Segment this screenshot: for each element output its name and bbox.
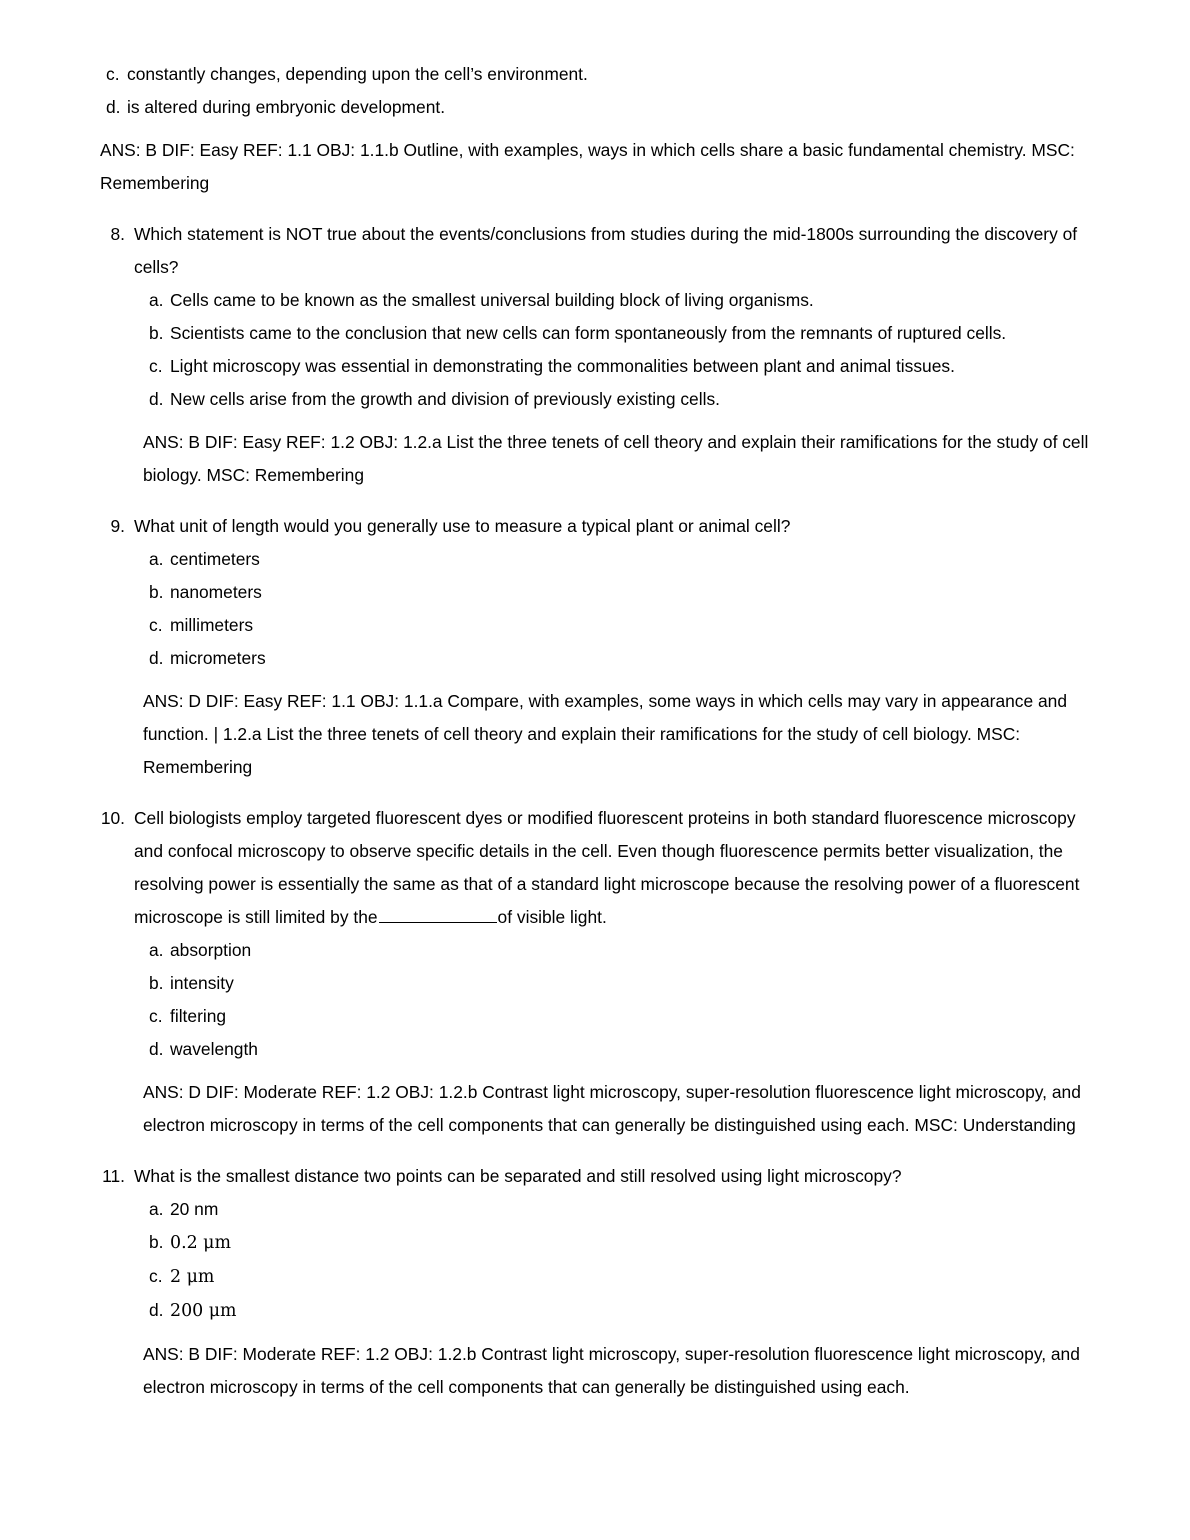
- question-8: [100, 218, 1105, 492]
- choice-text: 0.2 μm: [170, 1233, 231, 1253]
- list-item: [143, 317, 1105, 350]
- continuation-answer: [100, 134, 1105, 200]
- question-number: 9.: [110, 516, 125, 536]
- choice-text: constantly changes, depending upon the cell’s environment.: [127, 64, 588, 84]
- choice-letter: a.: [149, 290, 164, 310]
- question-number: 10.: [100, 808, 125, 828]
- question-stem: [100, 218, 1105, 284]
- continuation-choices: [100, 58, 1105, 124]
- choice-letter: a.: [149, 940, 164, 960]
- choice-text: 200 μm: [170, 1301, 237, 1321]
- choice-letter: b.: [149, 582, 164, 602]
- choice-text: is altered during embryonic development.: [127, 97, 446, 117]
- answer-block: [143, 426, 1105, 492]
- choice-letter: c.: [106, 64, 120, 84]
- list-item: [143, 642, 1105, 675]
- choice-letter: a.: [149, 549, 164, 569]
- choice-letter: c.: [149, 356, 163, 376]
- list-item: [143, 1260, 1105, 1294]
- choice-text: Cells came to be known as the smallest universal building block of living organisms.: [170, 290, 814, 310]
- question-9: [100, 510, 1105, 784]
- answer-text: ANS: D DIF: Moderate REF: 1.2 OBJ: 1.2.b Contrast light microscopy, super-resolution fluorescence light microscopy, and electron microscopy in terms of the cell components that can generally be distinguished using each. MSC: Understanding: [143, 1082, 1081, 1135]
- list-item: [143, 284, 1105, 317]
- choice-text: centimeters: [170, 549, 260, 569]
- choice-text: New cells arise from the growth and division of previously existing cells.: [170, 389, 720, 409]
- list-item: [100, 91, 1105, 124]
- list-item: [100, 58, 1105, 91]
- choice-text: nanometers: [170, 582, 262, 602]
- list-item: [143, 350, 1105, 383]
- choice-text: 2 μm: [170, 1267, 215, 1287]
- choice-letter: c.: [149, 1266, 163, 1286]
- choice-text: micrometers: [170, 648, 266, 668]
- choice-text: absorption: [170, 940, 252, 960]
- question-text: Which statement is NOT true about the events/conclusions from studies during the mid-1800s surrounding the discovery of cells?: [134, 224, 1078, 277]
- question-stem: [100, 802, 1105, 934]
- choice-list: [143, 934, 1105, 1066]
- list-item: [143, 609, 1105, 642]
- answer-text: ANS: D DIF: Easy REF: 1.1 OBJ: 1.1.a Compare, with examples, some ways in which cells may vary in appearance and function. | 1.2.a List the three tenets of cell theory and explain their ramifications for the study of cell biology. MSC: Remembering: [143, 691, 1068, 777]
- choice-letter: b.: [149, 973, 164, 993]
- question-text: What unit of length would you generally use to measure a typical plant or animal cell?: [134, 516, 791, 536]
- question-11: [100, 1160, 1105, 1404]
- list-item: [143, 1226, 1105, 1260]
- question-text-after-blank: of visible light.: [497, 907, 607, 927]
- choice-text: wavelength: [170, 1039, 258, 1059]
- choice-letter: a.: [149, 1199, 164, 1219]
- question-text: [134, 802, 1105, 934]
- choice-letter: d.: [149, 389, 164, 409]
- answer-text: ANS: B DIF: Moderate REF: 1.2 OBJ: 1.2.b Contrast light microscopy, super-resolution fluorescence light microscopy, and electron microscopy in terms of the cell components that can generally be distinguished using each.: [143, 1344, 1080, 1397]
- list-item: [143, 1033, 1105, 1066]
- choice-letter: d.: [149, 648, 164, 668]
- choice-text: filtering: [170, 1006, 227, 1026]
- answer-block: [143, 1338, 1105, 1404]
- list-item: [143, 934, 1105, 967]
- list-item: [143, 576, 1105, 609]
- answer-block: [143, 1076, 1105, 1142]
- choice-text: intensity: [170, 973, 234, 993]
- choice-list: [143, 543, 1105, 675]
- choice-text: Scientists came to the conclusion that new cells can form spontaneously from the remnants of ruptured cells.: [170, 323, 1007, 343]
- answer-text: ANS: B DIF: Easy REF: 1.2 OBJ: 1.2.a List the three tenets of cell theory and explain their ramifications for the study of cell biology. MSC: Remembering: [143, 432, 1089, 485]
- question-number: 11.: [102, 1166, 125, 1186]
- question-stem: [100, 510, 1105, 543]
- list-item: [143, 1000, 1105, 1033]
- list-item: [143, 967, 1105, 1000]
- list-item: [143, 543, 1105, 576]
- choice-letter: b.: [149, 1232, 164, 1252]
- choice-letter: d.: [149, 1039, 164, 1059]
- question-number: 8.: [110, 224, 125, 244]
- choice-letter: b.: [149, 323, 164, 343]
- choice-list: [143, 1193, 1105, 1328]
- list-item: [143, 1294, 1105, 1328]
- choice-list: [143, 284, 1105, 416]
- answer-block: [143, 685, 1105, 784]
- choice-text: 20 nm: [170, 1199, 219, 1219]
- choice-letter: c.: [149, 615, 163, 635]
- list-item: [143, 383, 1105, 416]
- question-10: [100, 802, 1105, 1142]
- choice-text: Light microscopy was essential in demonstrating the commonalities between plant and animal tissues.: [170, 356, 955, 376]
- answer-text: ANS: B DIF: Easy REF: 1.1 OBJ: 1.1.b Outline, with examples, ways in which cells share a basic fundamental chemistry. MSC: Remembering: [100, 140, 1075, 193]
- question-text-before-blank: Cell biologists employ targeted fluorescent dyes or modified fluorescent proteins in both standard fluorescence microscopy and confocal microscopy to observe specific details in the cell. Even though fluorescence permits better visualization, the resolving power is essentially the same as that of a standard light microscope because the resolving power of a fluorescent microscope is still limited by the: [134, 808, 1080, 927]
- fill-in-blank: [379, 907, 497, 923]
- choice-letter: d.: [149, 1300, 164, 1320]
- list-item: [143, 1193, 1105, 1226]
- choice-letter: d.: [106, 97, 121, 117]
- choice-text: millimeters: [170, 615, 254, 635]
- question-stem: [100, 1160, 1105, 1193]
- choice-letter: c.: [149, 1006, 163, 1026]
- question-text: What is the smallest distance two points can be separated and still resolved using light microscopy?: [134, 1166, 902, 1186]
